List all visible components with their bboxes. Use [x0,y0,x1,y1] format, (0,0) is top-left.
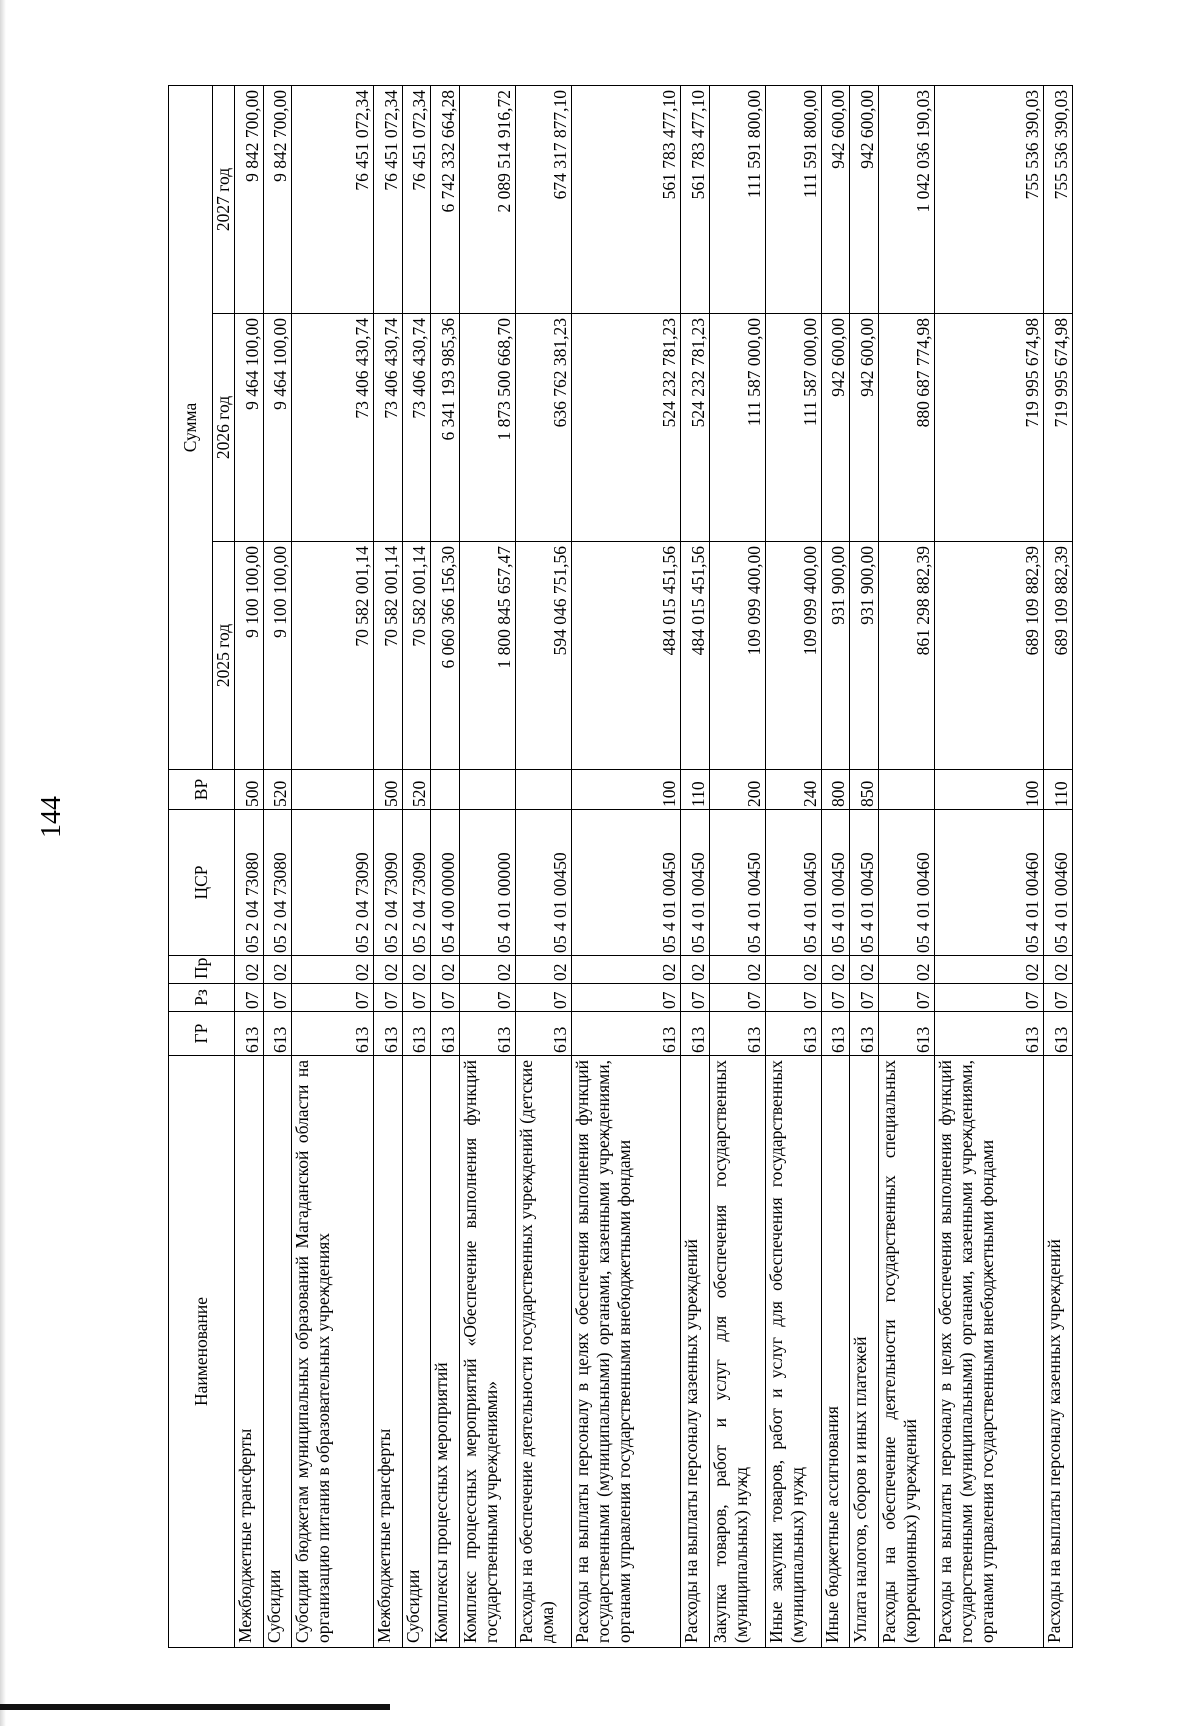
cell-vr: 100 [935,770,1044,810]
budget-table-container [168,86,1073,1648]
cell-gr: 613 [681,1012,710,1056]
table-row [850,85,879,1647]
cell-y2026: 942 600,00 [850,314,879,542]
cell-pr: 02 [709,956,765,984]
table-row [572,85,681,1647]
header-vr: ВР [169,770,235,810]
cell-y2025: 1 800 845 657,47 [460,542,516,770]
cell-gr: 613 [765,1012,821,1056]
cell-vr [431,770,460,810]
cell-name: Расходы на выплаты персоналу в целях обеспечения выполнения функций государственными (муниципальными) органами, казенными учреждениями, органами управления государственными внебюджетными фондами [935,1056,1044,1648]
cell-rz: 07 [374,984,403,1012]
cell-y2025: 109 099 400,00 [709,542,765,770]
cell-name: Комплекс процессных мероприятий «Обеспечение выполнения функций государственными учреждениями» [460,1056,516,1648]
cell-y2025: 484 015 451,56 [681,542,710,770]
cell-y2026: 9 464 100,00 [235,314,264,542]
cell-name: Межбюджетные трансферты [235,1056,264,1648]
cell-y2027: 111 591 800,00 [709,85,765,313]
cell-gr: 613 [402,1012,431,1056]
cell-gr: 613 [374,1012,403,1056]
cell-vr: 520 [402,770,431,810]
cell-y2025: 861 298 882,39 [879,542,935,770]
cell-y2026: 1 873 500 668,70 [460,314,516,542]
cell-y2026: 73 406 430,74 [402,314,431,542]
cell-y2026: 880 687 774,98 [879,314,935,542]
cell-y2026: 9 464 100,00 [263,314,292,542]
cell-gr: 613 [263,1012,292,1056]
cell-csr: 05 2 04 73090 [402,810,431,956]
cell-csr: 05 4 01 00460 [879,810,935,956]
cell-gr: 613 [879,1012,935,1056]
cell-y2027: 674 317 877,10 [516,85,572,313]
cell-y2027: 2 089 514 916,72 [460,85,516,313]
cell-gr: 613 [292,1012,374,1056]
cell-y2025: 689 109 882,39 [1044,542,1073,770]
cell-csr: 05 4 00 00000 [431,810,460,956]
header-rz: Рз [169,984,235,1012]
cell-gr: 613 [516,1012,572,1056]
table-row [765,85,821,1647]
cell-y2026: 524 232 781,23 [572,314,681,542]
cell-name: Межбюджетные трансферты [374,1056,403,1648]
cell-y2026: 73 406 430,74 [374,314,403,542]
cell-y2027: 561 783 477,10 [572,85,681,313]
cell-vr: 200 [709,770,765,810]
table-row [1044,85,1073,1647]
table-row [235,85,264,1647]
cell-y2025: 484 015 451,56 [572,542,681,770]
cell-y2027: 6 742 332 664,28 [431,85,460,313]
cell-gr: 613 [709,1012,765,1056]
cell-y2027: 9 842 700,00 [263,85,292,313]
page-number: 144 [36,796,67,838]
cell-csr: 05 4 01 00450 [821,810,850,956]
cell-y2026: 942 600,00 [821,314,850,542]
cell-csr: 05 2 04 73080 [235,810,264,956]
table-row [709,85,765,1647]
table-row [821,85,850,1647]
cell-rz: 07 [709,984,765,1012]
cell-vr: 240 [765,770,821,810]
cell-y2025: 931 900,00 [850,542,879,770]
cell-y2027: 76 451 072,34 [402,85,431,313]
cell-name: Субсидии [263,1056,292,1648]
cell-rz: 07 [292,984,374,1012]
cell-vr [460,770,516,810]
cell-y2025: 70 582 001,14 [292,542,374,770]
cell-y2026: 111 587 000,00 [765,314,821,542]
cell-y2025: 931 900,00 [821,542,850,770]
cell-vr: 110 [681,770,710,810]
cell-pr: 02 [431,956,460,984]
cell-name: Уплата налогов, сборов и иных платежей [850,1056,879,1648]
cell-pr: 02 [292,956,374,984]
cell-name: Расходы на выплаты персоналу казенных учреждений [681,1056,710,1648]
cell-csr: 05 4 01 00460 [935,810,1044,956]
table-row [402,85,431,1647]
cell-name: Иные бюджетные ассигнования [821,1056,850,1648]
cell-pr: 02 [402,956,431,984]
table-body [235,85,1073,1647]
cell-csr: 05 2 04 73090 [292,810,374,956]
cell-rz: 07 [681,984,710,1012]
cell-y2025: 9 100 100,00 [263,542,292,770]
cell-pr: 02 [235,956,264,984]
cell-rz: 07 [879,984,935,1012]
cell-pr: 02 [1044,956,1073,984]
scan-bar [0,1704,390,1710]
cell-y2025: 594 046 751,56 [516,542,572,770]
cell-y2026: 719 995 674,98 [935,314,1044,542]
cell-vr: 110 [1044,770,1073,810]
cell-vr: 850 [850,770,879,810]
cell-y2026: 111 587 000,00 [709,314,765,542]
cell-name: Расходы на выплаты персоналу казенных учреждений [1044,1056,1073,1648]
cell-name: Закупка товаров, работ и услуг для обеспечения государственных (муниципальных) нужд [709,1056,765,1648]
cell-y2025: 70 582 001,14 [402,542,431,770]
cell-rz: 07 [1044,984,1073,1012]
cell-pr: 02 [681,956,710,984]
cell-rz: 07 [935,984,1044,1012]
header-year-2025: 2025 год [213,542,235,770]
header-gr: ГР [169,1012,235,1056]
cell-pr: 02 [821,956,850,984]
header-pr: Пр [169,956,235,984]
cell-name: Расходы на обеспечение деятельности государственных учреждений (детские дома) [516,1056,572,1648]
cell-gr: 613 [1044,1012,1073,1056]
cell-gr: 613 [235,1012,264,1056]
cell-csr: 05 4 01 00000 [460,810,516,956]
cell-name: Иные закупки товаров, работ и услуг для обеспечения государственных (муниципальных) нужд [765,1056,821,1648]
cell-vr: 520 [263,770,292,810]
cell-csr: 05 2 04 73080 [263,810,292,956]
cell-y2025: 689 109 882,39 [935,542,1044,770]
cell-y2027: 755 536 390,03 [935,85,1044,313]
cell-pr: 02 [460,956,516,984]
cell-name: Субсидии бюджетам муниципальных образований Магаданской области на организацию питания в образовательных учреждениях [292,1056,374,1648]
cell-vr [292,770,374,810]
cell-csr: 05 4 01 00450 [709,810,765,956]
cell-csr: 05 4 01 00450 [572,810,681,956]
cell-y2026: 524 232 781,23 [681,314,710,542]
cell-vr [516,770,572,810]
cell-rz: 07 [765,984,821,1012]
cell-csr: 05 4 01 00450 [765,810,821,956]
cell-y2026: 6 341 193 985,36 [431,314,460,542]
cell-y2025: 70 582 001,14 [374,542,403,770]
cell-pr: 02 [516,956,572,984]
cell-name: Комплексы процессных мероприятий [431,1056,460,1648]
cell-y2027: 9 842 700,00 [235,85,264,313]
cell-rz: 07 [516,984,572,1012]
cell-csr: 05 4 01 00450 [850,810,879,956]
cell-gr: 613 [935,1012,1044,1056]
cell-rz: 07 [263,984,292,1012]
cell-rz: 07 [850,984,879,1012]
header-csr: ЦСР [169,810,235,956]
cell-pr: 02 [374,956,403,984]
cell-name: Субсидии [402,1056,431,1648]
table-row [431,85,460,1647]
cell-vr: 500 [374,770,403,810]
cell-csr: 05 4 01 00450 [681,810,710,956]
cell-pr: 02 [263,956,292,984]
header-sum: Сумма [169,85,213,769]
scan-edge [0,0,6,1726]
cell-y2025: 9 100 100,00 [235,542,264,770]
cell-pr: 02 [572,956,681,984]
header-year-2027: 2027 год [213,85,235,313]
table-row [879,85,935,1647]
cell-y2027: 76 451 072,34 [292,85,374,313]
cell-y2025: 6 060 366 156,30 [431,542,460,770]
cell-pr: 02 [879,956,935,984]
cell-rz: 07 [402,984,431,1012]
cell-csr: 05 4 01 00450 [516,810,572,956]
cell-pr: 02 [935,956,1044,984]
cell-gr: 613 [821,1012,850,1056]
cell-rz: 07 [572,984,681,1012]
table-row [460,85,516,1647]
cell-pr: 02 [850,956,879,984]
cell-rz: 07 [460,984,516,1012]
cell-csr: 05 2 04 73090 [374,810,403,956]
cell-vr [879,770,935,810]
cell-y2027: 76 451 072,34 [374,85,403,313]
cell-vr: 500 [235,770,264,810]
cell-gr: 613 [850,1012,879,1056]
table-row [935,85,1044,1647]
cell-y2027: 561 783 477,10 [681,85,710,313]
cell-y2027: 942 600,00 [850,85,879,313]
cell-gr: 613 [572,1012,681,1056]
budget-table [168,85,1073,1648]
cell-gr: 613 [431,1012,460,1056]
table-row [681,85,710,1647]
cell-y2027: 111 591 800,00 [765,85,821,313]
cell-name: Расходы на выплаты персоналу в целях обеспечения выполнения функций государственными (муниципальными) органами, казенными учреждениями, органами управления государственными внебюджетными фондами [572,1056,681,1648]
cell-y2026: 719 995 674,98 [1044,314,1073,542]
header-year-2026: 2026 год [213,314,235,542]
cell-gr: 613 [460,1012,516,1056]
cell-vr: 800 [821,770,850,810]
cell-rz: 07 [821,984,850,1012]
cell-rz: 07 [235,984,264,1012]
header-name: Наименование [169,1056,235,1648]
cell-y2027: 942 600,00 [821,85,850,313]
table-row [263,85,292,1647]
cell-vr: 100 [572,770,681,810]
table-row [374,85,403,1647]
cell-y2026: 636 762 381,23 [516,314,572,542]
cell-y2026: 73 406 430,74 [292,314,374,542]
cell-csr: 05 4 01 00460 [1044,810,1073,956]
cell-y2027: 1 042 036 190,03 [879,85,935,313]
table-row [292,85,374,1647]
table-row [516,85,572,1647]
cell-rz: 07 [431,984,460,1012]
cell-name: Расходы на обеспечение деятельности государственных специальных (коррекционных) учреждений [879,1056,935,1648]
cell-y2025: 109 099 400,00 [765,542,821,770]
cell-pr: 02 [765,956,821,984]
cell-y2027: 755 536 390,03 [1044,85,1073,313]
